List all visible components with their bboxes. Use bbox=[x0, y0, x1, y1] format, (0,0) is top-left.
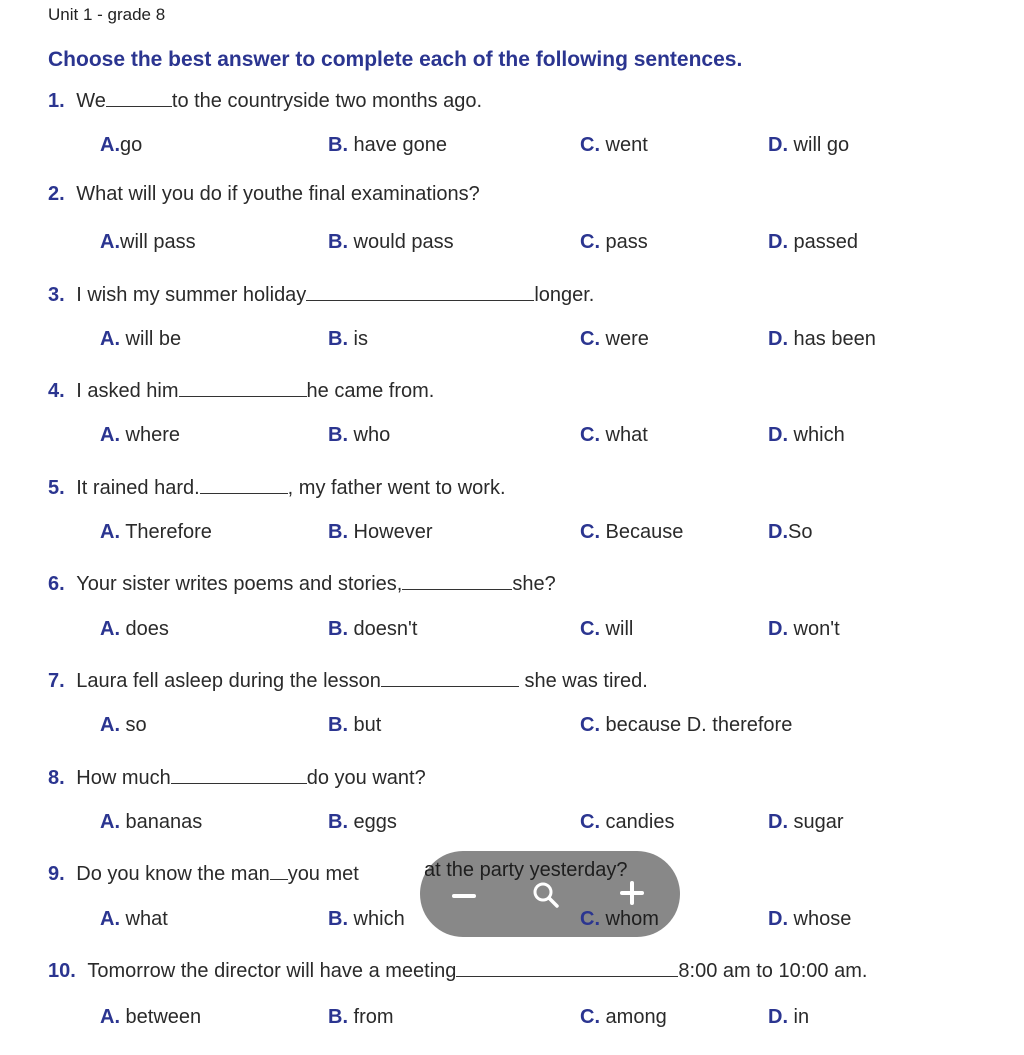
question-text: , my father went to work. bbox=[287, 477, 506, 499]
option-text: between bbox=[120, 1006, 202, 1028]
question-text: to the countryside two months ago. bbox=[171, 90, 483, 112]
option-b[interactable] bbox=[328, 134, 447, 157]
option-text: would pass bbox=[348, 231, 454, 253]
question-text: do you want? bbox=[306, 767, 426, 789]
option-b[interactable] bbox=[328, 424, 390, 447]
option-letter: C. bbox=[580, 328, 600, 350]
option-a[interactable] bbox=[100, 424, 180, 447]
option-a[interactable] bbox=[100, 714, 147, 737]
option-letter: A. bbox=[100, 618, 120, 640]
option-text: were bbox=[600, 328, 649, 350]
question-2 bbox=[48, 183, 480, 213]
option-text: whom bbox=[600, 908, 659, 930]
option-a[interactable] bbox=[100, 618, 169, 641]
option-text: have gone bbox=[348, 134, 447, 156]
question-number: 6. bbox=[48, 573, 65, 595]
option-text: passed bbox=[788, 231, 859, 253]
option-text: has been bbox=[788, 328, 876, 350]
option-letter: B. bbox=[328, 521, 348, 543]
option-text: whose bbox=[788, 908, 852, 930]
option-text: is bbox=[348, 328, 368, 350]
question-number: 10. bbox=[48, 960, 76, 982]
question-text: Tomorrow the director will have a meeting bbox=[87, 960, 457, 982]
option-b[interactable] bbox=[328, 714, 381, 737]
option-letter: B. bbox=[328, 1006, 348, 1028]
option-letter: A. bbox=[100, 714, 120, 736]
option-letter: D. bbox=[768, 231, 788, 253]
option-d[interactable] bbox=[768, 811, 844, 834]
answer-blank bbox=[200, 473, 288, 494]
question-text: How much bbox=[76, 767, 171, 789]
option-c[interactable] bbox=[580, 811, 675, 834]
option-letter: A. bbox=[100, 424, 120, 446]
option-text: eggs bbox=[348, 811, 397, 833]
option-letter: C. bbox=[580, 424, 600, 446]
option-c[interactable] bbox=[580, 231, 648, 254]
option-text: which bbox=[348, 908, 405, 930]
option-text: go bbox=[120, 134, 143, 156]
option-letter: B. bbox=[328, 424, 348, 446]
option-letter: A. bbox=[100, 1006, 120, 1028]
option-letter: C. bbox=[580, 231, 600, 253]
option-text: because D. therefore bbox=[600, 714, 793, 736]
option-text: doesn't bbox=[348, 618, 418, 640]
option-text: but bbox=[348, 714, 382, 736]
option-letter: D. bbox=[768, 134, 788, 156]
option-c[interactable] bbox=[580, 618, 633, 641]
option-letter: A. bbox=[100, 231, 120, 253]
question-6 bbox=[48, 569, 556, 599]
option-text: candies bbox=[600, 811, 675, 833]
option-d[interactable] bbox=[768, 231, 858, 254]
option-letter: C. bbox=[580, 134, 600, 156]
instructions-heading: Choose the best answer to complete each of the following sentences. bbox=[48, 48, 743, 71]
question-text: 8:00 am to 10:00 am. bbox=[678, 960, 868, 982]
question-1 bbox=[48, 86, 482, 116]
question-text: you met bbox=[287, 863, 359, 885]
option-b[interactable] bbox=[328, 521, 432, 544]
option-b[interactable] bbox=[328, 328, 368, 351]
option-letter: D. bbox=[768, 424, 788, 446]
option-text: bananas bbox=[120, 811, 203, 833]
option-letter: B. bbox=[328, 714, 348, 736]
options-row bbox=[0, 424, 1024, 454]
option-letter: B. bbox=[328, 618, 348, 640]
option-c[interactable] bbox=[580, 714, 792, 737]
option-letter: C. bbox=[580, 811, 600, 833]
question-text: What will you do if youthe final examinations? bbox=[76, 183, 480, 205]
question-text: I asked him bbox=[76, 380, 179, 402]
option-letter: A. bbox=[100, 811, 120, 833]
option-letter: D. bbox=[768, 328, 788, 350]
question-text: Laura fell asleep during the lesson bbox=[76, 670, 381, 692]
option-d[interactable] bbox=[768, 328, 876, 351]
options-row bbox=[0, 328, 1024, 358]
option-letter: A. bbox=[100, 521, 120, 543]
option-a[interactable] bbox=[100, 908, 168, 931]
option-letter: C. bbox=[580, 521, 600, 543]
question-3 bbox=[48, 280, 594, 310]
option-text: what bbox=[120, 908, 168, 930]
option-text: went bbox=[600, 134, 648, 156]
answer-blank bbox=[402, 569, 512, 590]
option-letter: B. bbox=[328, 811, 348, 833]
option-b[interactable] bbox=[328, 231, 454, 254]
answer-blank bbox=[456, 956, 678, 977]
question-number: 4. bbox=[48, 380, 65, 402]
question-number: 3. bbox=[48, 284, 65, 306]
answer-blank bbox=[106, 86, 172, 107]
question-text: Do you know the man bbox=[76, 863, 270, 885]
question-number: 5. bbox=[48, 477, 65, 499]
options-row bbox=[0, 231, 1024, 261]
option-a[interactable] bbox=[100, 521, 212, 544]
option-c[interactable] bbox=[580, 424, 648, 447]
question-text: longer. bbox=[534, 284, 595, 306]
option-letter: B. bbox=[328, 908, 348, 930]
option-text: sugar bbox=[788, 811, 844, 833]
question-number: 9. bbox=[48, 863, 65, 885]
question-10 bbox=[48, 956, 867, 986]
question-number: 7. bbox=[48, 670, 65, 692]
option-d[interactable] bbox=[768, 1006, 809, 1029]
option-text: from bbox=[348, 1006, 394, 1028]
option-letter: C. bbox=[580, 618, 600, 640]
question-8 bbox=[48, 763, 426, 793]
option-letter: B. bbox=[328, 231, 348, 253]
option-letter: B. bbox=[328, 328, 348, 350]
option-b[interactable] bbox=[328, 811, 397, 834]
option-text: which bbox=[788, 424, 845, 446]
answer-blank bbox=[171, 763, 307, 784]
option-a[interactable] bbox=[100, 1006, 201, 1029]
option-text: Because bbox=[600, 521, 684, 543]
answer-blank bbox=[179, 376, 307, 397]
option-c[interactable] bbox=[580, 521, 683, 544]
options-row bbox=[0, 811, 1024, 841]
answer-blank bbox=[381, 666, 519, 687]
option-text: So bbox=[788, 521, 813, 543]
options-row bbox=[0, 521, 1024, 551]
option-text: where bbox=[120, 424, 181, 446]
question-7 bbox=[48, 666, 648, 696]
option-text: will bbox=[600, 618, 634, 640]
option-text: so bbox=[120, 714, 147, 736]
option-c[interactable] bbox=[580, 1006, 667, 1029]
option-d[interactable] bbox=[768, 521, 812, 544]
option-letter: C. bbox=[580, 714, 600, 736]
option-letter: B. bbox=[328, 134, 348, 156]
option-letter: A. bbox=[100, 908, 120, 930]
option-text: will be bbox=[120, 328, 182, 350]
unit-title: Unit 1 - grade 8 bbox=[48, 5, 166, 24]
question-5 bbox=[48, 473, 506, 503]
option-text: among bbox=[600, 1006, 667, 1028]
option-letter: A. bbox=[100, 134, 120, 156]
question-number: 2. bbox=[48, 183, 65, 205]
option-d[interactable] bbox=[768, 618, 840, 641]
minus-icon[interactable] bbox=[452, 894, 476, 898]
option-text: who bbox=[348, 424, 391, 446]
option-text: will go bbox=[788, 134, 850, 156]
option-c[interactable] bbox=[580, 328, 649, 351]
option-b[interactable] bbox=[328, 908, 405, 931]
question-text-overlay: at the party yesterday? bbox=[424, 859, 628, 881]
options-row bbox=[0, 134, 1024, 164]
options-row bbox=[0, 714, 1024, 744]
option-letter: D. bbox=[768, 521, 788, 543]
option-a[interactable] bbox=[100, 231, 196, 254]
option-letter: D. bbox=[768, 811, 788, 833]
option-b[interactable] bbox=[328, 1006, 394, 1029]
question-text: he came from. bbox=[306, 380, 435, 402]
option-letter: D. bbox=[768, 908, 788, 930]
option-b[interactable] bbox=[328, 618, 417, 641]
question-text: Your sister writes poems and stories, bbox=[76, 573, 403, 595]
option-text: won't bbox=[788, 618, 840, 640]
option-d[interactable] bbox=[768, 908, 851, 931]
option-a[interactable] bbox=[100, 134, 142, 157]
option-d[interactable] bbox=[768, 134, 849, 157]
question-text: she? bbox=[512, 573, 556, 595]
question-number: 1. bbox=[48, 90, 65, 112]
option-letter: C. bbox=[580, 908, 600, 930]
option-text: does bbox=[120, 618, 169, 640]
option-text: in bbox=[788, 1006, 810, 1028]
option-letter: C. bbox=[580, 1006, 600, 1028]
answer-blank bbox=[306, 280, 534, 301]
option-text: pass bbox=[600, 231, 648, 253]
option-c[interactable] bbox=[580, 134, 648, 157]
option-text: what bbox=[600, 424, 648, 446]
answer-blank bbox=[270, 859, 288, 880]
question-9 bbox=[48, 859, 359, 889]
magnifier-icon[interactable] bbox=[530, 879, 562, 911]
option-text: will pass bbox=[120, 231, 196, 253]
option-letter: D. bbox=[768, 618, 788, 640]
option-c[interactable] bbox=[580, 908, 659, 931]
option-a[interactable] bbox=[100, 811, 202, 834]
option-d[interactable] bbox=[768, 424, 845, 447]
question-text: she was tired. bbox=[518, 670, 648, 692]
option-letter: D. bbox=[768, 1006, 788, 1028]
option-text: Therefore bbox=[120, 521, 212, 543]
options-row bbox=[0, 618, 1024, 648]
question-text: It rained hard. bbox=[76, 477, 200, 499]
question-text: We bbox=[76, 90, 106, 112]
option-letter: A. bbox=[100, 328, 120, 350]
options-row bbox=[0, 1006, 1024, 1036]
option-text: However bbox=[348, 521, 433, 543]
plus-icon[interactable] bbox=[620, 881, 644, 905]
option-a[interactable] bbox=[100, 328, 181, 351]
question-number: 8. bbox=[48, 767, 65, 789]
question-text: I wish my summer holiday bbox=[76, 284, 307, 306]
question-4 bbox=[48, 376, 434, 406]
